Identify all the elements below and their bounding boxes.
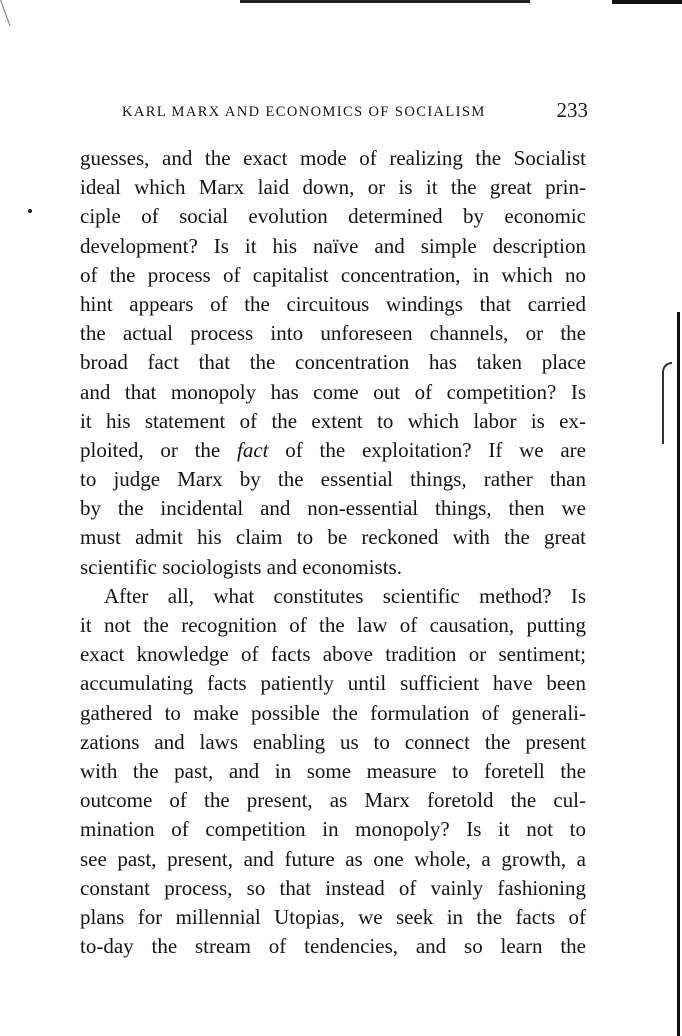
emphasis-word: fact [237, 437, 269, 462]
text-line: plans for millennial Utopias, we seek in the facts of [80, 904, 586, 929]
text-line: mination of competition in monopoly? Is it not to [80, 817, 586, 842]
page-number: 233 [556, 98, 588, 122]
text-line: it his statement of the extent to which labor is ex- [80, 408, 586, 433]
text-line [80, 436, 586, 465]
paragraph-start-line: After all, what constitutes scientific method? Is [104, 583, 586, 608]
text-line: the actual process into unforeseen channels, or the [80, 321, 586, 346]
scan-edge-mark [612, 0, 682, 4]
text-line: see past, present, and future as one whole, a growth, a [80, 846, 586, 871]
text-line: hint appears of the circuitous windings that carried [80, 291, 586, 316]
text-line: constant process, so that instead of vainly fashioning [80, 875, 586, 900]
scan-edge-mark [240, 0, 530, 3]
text-run: of the exploitation? If we are [268, 437, 586, 462]
scan-speck [28, 209, 32, 213]
text-line: guesses, and the exact mode of realizing the Socialist [80, 146, 586, 170]
text-line: to-day the stream of tendencies, and so learn the [80, 934, 586, 959]
text-line: accumulating facts patiently until sufficient have been [80, 671, 586, 696]
text-line: to judge Marx by the essential things, rather than [80, 467, 586, 492]
scan-edge-mark [662, 362, 672, 444]
page-edge-shadow [677, 312, 680, 1036]
text-line: with the past, and in some measure to foretell the [80, 758, 586, 783]
text-line: development? Is it his naïve and simple description [80, 233, 586, 258]
page-header [122, 98, 592, 124]
text-line: must admit his claim to be reckoned with the great [80, 525, 586, 550]
text-line: it not the recognition of the law of causation, putting [80, 613, 586, 637]
text-line: outcome of the present, as Marx foretold the cul- [80, 788, 586, 813]
text-line: ciple of social evolution determined by economic [80, 204, 586, 229]
body-text [80, 144, 586, 961]
text-line: by the incidental and non-essential things, then we [80, 496, 586, 521]
running-title: KARL MARX AND ECONOMICS OF SOCIALISM [122, 104, 486, 120]
paragraph-end-line: scientific sociologists and economists. [80, 554, 402, 579]
text-line: gathered to make possible the formulation of generali- [80, 700, 586, 725]
text-line: zations and laws enabling us to connect the present [80, 729, 586, 754]
text-line: of the process of capitalist concentration, in which no [80, 262, 586, 287]
scan-edge-mark [0, 0, 11, 26]
text-line: and that monopoly has come out of competition? Is [80, 379, 586, 404]
text-line: broad fact that the concentration has taken place [80, 350, 586, 375]
text-line: exact knowledge of facts above tradition or sentiment; [80, 642, 586, 667]
text-line: ideal which Marx laid down, or is it the great prin- [80, 175, 586, 200]
text-run: ploited, or the [80, 437, 238, 462]
